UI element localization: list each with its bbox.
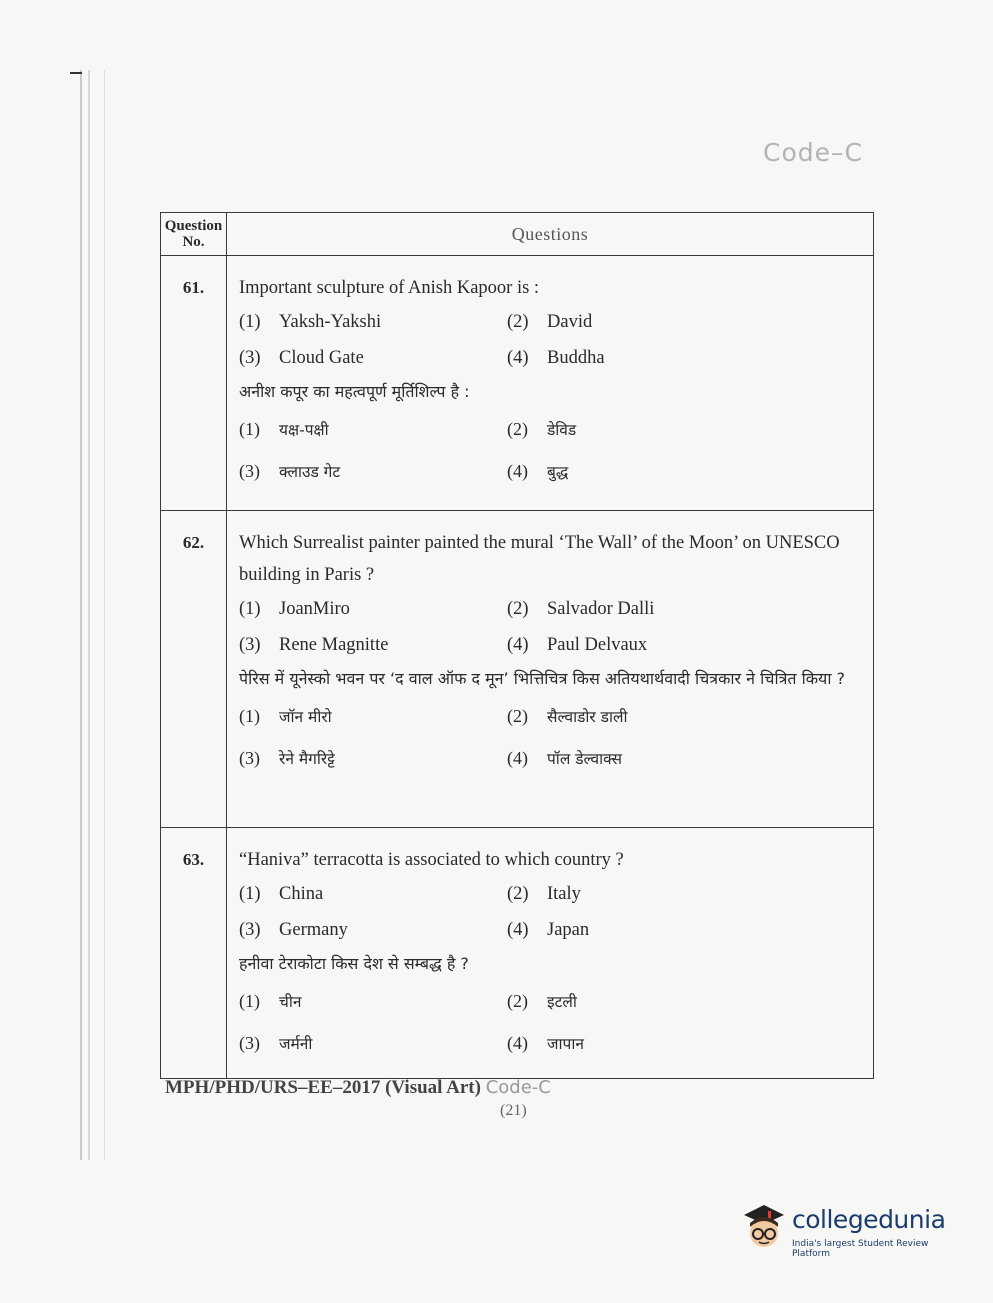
options-en — [239, 591, 873, 663]
questions-table — [160, 212, 874, 1079]
option-label: Buddha — [547, 348, 605, 368]
option-label: जॉन मीरो — [279, 708, 332, 726]
option-item — [239, 304, 507, 340]
option-number: (4) — [507, 461, 528, 481]
questions-header: Questions — [511, 224, 589, 244]
question-number: 61. — [161, 256, 227, 510]
option-label: JoanMiro — [279, 599, 350, 619]
option-item — [239, 737, 507, 779]
option-item — [507, 408, 873, 450]
question-text-hi: हनीवा टेराकोटा किस देश से सम्बद्ध है ? — [239, 954, 469, 973]
option-number: (3) — [239, 1033, 260, 1053]
option-number: (3) — [239, 348, 261, 368]
options-en — [239, 876, 873, 948]
option-item — [239, 876, 507, 912]
option-number: (1) — [239, 599, 261, 619]
option-label: यक्ष-पक्षी — [279, 421, 329, 439]
option-number: (3) — [239, 748, 260, 768]
brand-tagline: India's largest Student Review Platform — [792, 1239, 929, 1259]
option-label: Japan — [547, 920, 590, 940]
question-text-hi: पेरिस में यूनेस्को भवन पर ‘द वाल ऑफ द मून’ भित्तिचित्र किस अतियथार्थवादी चित्रकार ने चित्रित किया ? — [239, 669, 846, 688]
option-item — [507, 304, 873, 340]
option-label: Italy — [547, 884, 581, 904]
option-item — [239, 408, 507, 450]
option-number: (4) — [507, 635, 529, 655]
collegedunia-logo — [734, 1197, 964, 1257]
corner-mark — [70, 72, 82, 74]
question-text-en: “Haniva” terracotta is associated to which country ? — [239, 850, 624, 870]
option-number: (2) — [507, 419, 528, 439]
option-number: (3) — [239, 920, 261, 940]
option-label: Germany — [279, 920, 348, 940]
option-number: (4) — [507, 920, 529, 940]
option-label: Paul Delvaux — [547, 635, 648, 655]
option-number: (4) — [507, 1033, 528, 1053]
option-label: Salvador Dalli — [547, 599, 655, 619]
option-label: Cloud Gate — [279, 348, 364, 368]
footer-exam — [165, 1077, 551, 1099]
page-binding-edge — [80, 70, 105, 1160]
option-item — [239, 980, 507, 1022]
table-header — [161, 213, 873, 256]
option-item — [507, 627, 873, 663]
option-number: (2) — [507, 599, 529, 619]
option-label: जर्मनी — [279, 1035, 313, 1053]
option-number: (2) — [507, 312, 529, 332]
option-item — [507, 980, 873, 1022]
question-number: 63. — [161, 828, 227, 1078]
option-number: (1) — [239, 312, 261, 332]
option-item — [507, 340, 873, 376]
option-item — [239, 340, 507, 376]
option-number: (2) — [507, 884, 529, 904]
option-label: सैल्वाडोर डाली — [547, 708, 628, 726]
option-label: जापान — [547, 1035, 584, 1053]
question-body — [227, 256, 873, 510]
option-number: (1) — [239, 884, 261, 904]
option-number: (2) — [507, 991, 528, 1011]
paper-code: Code–C — [763, 138, 863, 167]
option-label: क्लाउड गेट — [279, 463, 341, 481]
option-item — [507, 876, 873, 912]
option-number: (3) — [239, 461, 260, 481]
options-hi — [239, 980, 873, 1064]
option-item — [239, 627, 507, 663]
option-label: इटली — [547, 993, 577, 1011]
question-row — [161, 828, 873, 1078]
option-number: (4) — [507, 348, 529, 368]
options-hi — [239, 408, 873, 492]
footer-code: Code-C — [485, 1077, 551, 1098]
option-label: डेविड — [547, 421, 577, 439]
mascot-icon — [734, 1197, 790, 1257]
question-body — [227, 511, 873, 827]
options-hi — [239, 695, 873, 779]
option-item — [239, 695, 507, 737]
option-label: रेने मैगरिट्टे — [279, 750, 335, 768]
question-row — [161, 256, 873, 511]
option-label: चीन — [279, 993, 302, 1011]
option-item — [507, 450, 873, 492]
page-number: (21) — [500, 1102, 527, 1119]
option-item — [507, 695, 873, 737]
question-text-hi: अनीश कपूर का महत्वपूर्ण मूर्तिशिल्प है : — [239, 382, 470, 401]
footer-exam-title: MPH/PHD/URS–EE–2017 (Visual Art) — [165, 1077, 481, 1098]
option-item — [507, 591, 873, 627]
option-item — [239, 912, 507, 948]
option-label: Yaksh-Yakshi — [279, 312, 382, 332]
option-item — [239, 1022, 507, 1064]
option-number: (2) — [507, 706, 528, 726]
option-item — [507, 1022, 873, 1064]
question-text-en: Which Surrealist painter painted the mural ‘The Wall’ of the Moon’ on UNESCO building in Paris ? — [239, 533, 840, 585]
option-label: David — [547, 312, 593, 332]
question-text-en: Important sculpture of Anish Kapoor is : — [239, 278, 540, 298]
options-en — [239, 304, 873, 376]
option-item — [239, 450, 507, 492]
question-number: 62. — [161, 511, 227, 827]
brand-name: collegedunia — [792, 1205, 946, 1234]
option-number: (4) — [507, 748, 528, 768]
option-number: (1) — [239, 706, 260, 726]
question-no-header: Question No. — [161, 213, 227, 255]
option-label: बुद्ध — [547, 463, 569, 481]
option-label: Rene Magnitte — [279, 635, 389, 655]
option-label: पॉल डेल्वाक्स — [547, 750, 623, 768]
option-label: China — [279, 884, 324, 904]
option-number: (1) — [239, 419, 260, 439]
question-body — [227, 828, 873, 1078]
option-item — [507, 912, 873, 948]
question-row — [161, 511, 873, 828]
option-item — [239, 591, 507, 627]
option-item — [507, 737, 873, 779]
option-number: (3) — [239, 635, 261, 655]
option-number: (1) — [239, 991, 260, 1011]
